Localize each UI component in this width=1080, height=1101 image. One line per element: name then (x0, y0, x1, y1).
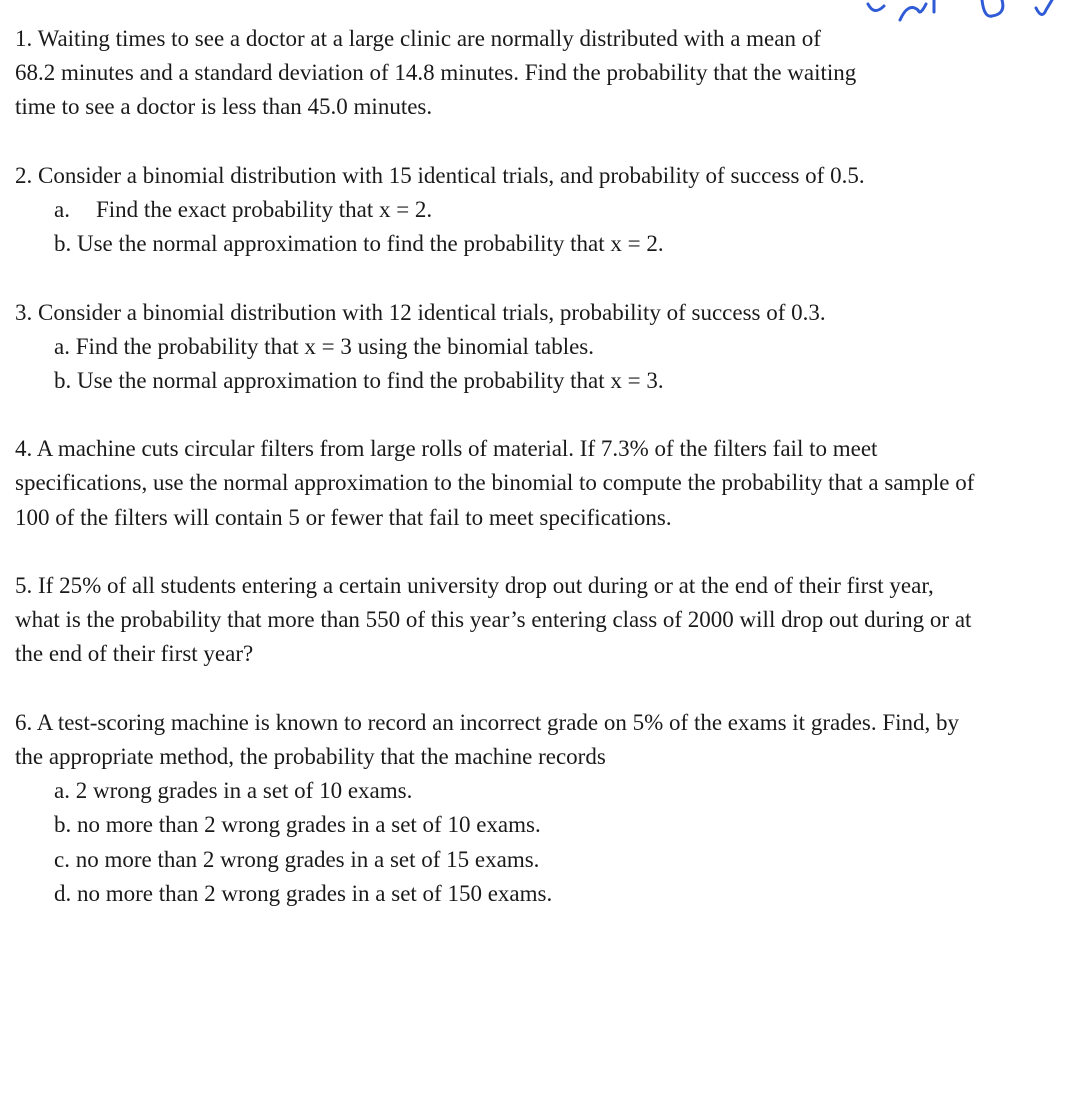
part-text: Find the probability that x = 3 using the binomial tables. (75, 333, 594, 359)
problem-2 (15, 159, 1070, 262)
problem-line: 6. A test-scoring machine is known to record an incorrect grade on 5% of the exams it grades. Find, by (15, 709, 960, 735)
problem-5 (15, 569, 1070, 672)
problem-line: what is the probability that more than 550 of this year’s entering class of 2000 will drop out during or at (15, 607, 972, 633)
part-marker: a. (54, 778, 70, 804)
spacer (15, 261, 1070, 295)
problem-line: 4. A machine cuts circular filters from large rolls of material. If 7.3% of the filters fail to meet (15, 436, 878, 462)
spacer (15, 672, 1070, 706)
spacer (15, 398, 1070, 432)
problem-line: the appropriate method, the probability that the machine records (15, 743, 606, 769)
part-text: Use the normal approximation to find the probability that x = 2. (77, 231, 664, 257)
spacer (15, 125, 1070, 159)
problem-line: the end of their first year? (15, 641, 254, 667)
problem-1 (15, 22, 1070, 125)
part-marker: a. (54, 333, 70, 359)
problem-4 (15, 432, 1070, 535)
problem-line: time to see a doctor is less than 45.0 minutes. (15, 94, 433, 120)
part-marker: c. (54, 846, 70, 872)
part-marker: b. (54, 812, 72, 838)
part-text: Use the normal approximation to find the probability that x = 3. (77, 367, 664, 393)
problem-part (15, 193, 1070, 227)
part-marker: a. (54, 196, 70, 222)
problem-line: specifications, use the normal approximation to the binomial to compute the probability that a sample of (15, 470, 975, 496)
spacer (15, 535, 1070, 569)
part-text: Find the exact probability that x = 2. (96, 196, 433, 222)
problem-line: 5. If 25% of all students entering a certain university drop out during or at the end of their first year, (15, 573, 934, 598)
problem-part (15, 808, 1070, 842)
problem-part (15, 330, 1070, 364)
problem-line: 2. Consider a binomial distribution with 15 identical trials, and probability of success of 0.5. (15, 162, 865, 188)
problem-3 (15, 296, 1070, 399)
part-marker: b. (54, 367, 72, 393)
part-marker: b. (54, 231, 72, 257)
worksheet-page (15, 22, 1070, 911)
problem-line: 3. Consider a binomial distribution with 12 identical trials, probability of success of 0.3. (15, 299, 826, 325)
problem-part (15, 877, 1070, 911)
problem-part (15, 843, 1070, 877)
part-marker: d. (54, 880, 72, 906)
problem-part (15, 227, 1070, 261)
problem-part (15, 364, 1070, 398)
problem-line: 100 of the filters will contain 5 or fewer that fail to meet specifications. (15, 504, 672, 530)
part-text: no more than 2 wrong grades in a set of 150 exams. (77, 880, 553, 906)
problem-line: 1. Waiting times to see a doctor at a large clinic are normally distributed with a mean of (15, 26, 821, 51)
part-text: no more than 2 wrong grades in a set of 15 exams. (75, 846, 540, 872)
problem-line: 68.2 minutes and a standard deviation of 14.8 minutes. Find the probability that the waiting (15, 60, 857, 86)
problem-part (15, 774, 1070, 808)
part-text: 2 wrong grades in a set of 10 exams. (75, 778, 413, 804)
problem-6 (15, 706, 1070, 911)
part-text: no more than 2 wrong grades in a set of 10 exams. (77, 812, 541, 838)
